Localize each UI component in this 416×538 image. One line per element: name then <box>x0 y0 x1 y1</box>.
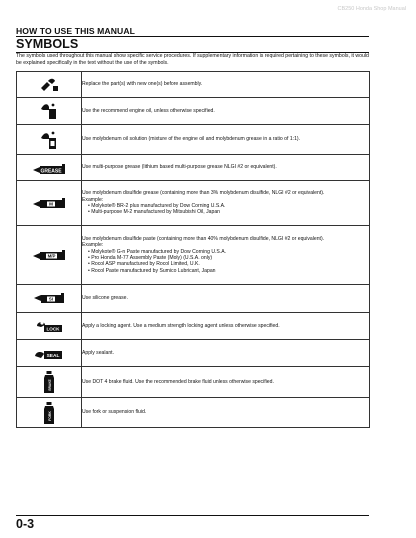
engine-oil-icon <box>39 101 59 121</box>
symbol-row <box>17 340 370 367</box>
grease-icon <box>32 161 66 175</box>
symbol-description <box>82 313 370 340</box>
sealant-icon <box>34 345 64 361</box>
example-list <box>82 203 369 216</box>
example-list <box>82 249 369 275</box>
symbol-description <box>82 367 370 398</box>
icon-label: GREASE <box>40 168 62 174</box>
icon-label: FORK <box>48 410 52 421</box>
manual-header: CB250 Honda Shop Manual <box>337 6 406 12</box>
symbol-icon-cell <box>17 340 82 367</box>
symbol-text: Apply a locking agent. Use a medium strength locking agent unless otherwise specified. <box>82 322 280 329</box>
symbol-icon-cell <box>17 98 82 125</box>
symbol-description <box>82 125 370 155</box>
locking-agent-icon <box>34 318 64 334</box>
brake-fluid-icon <box>42 370 56 394</box>
symbol-icon-cell <box>17 398 82 428</box>
symbol-text: Use molybdenum disulfide grease (containing more than 3% molybdenum disulfide, NLGI #2 or equivalent). <box>82 190 325 197</box>
section-title: HOW TO USE THIS MANUAL <box>16 26 136 36</box>
symbol-description <box>82 398 370 428</box>
symbol-icon-cell <box>17 125 82 155</box>
symbol-icon-cell <box>17 181 82 226</box>
symbol-row <box>17 72 370 98</box>
symbol-description <box>82 72 370 98</box>
symbol-row <box>17 181 370 226</box>
example-label: Example: <box>82 242 104 249</box>
symbol-row <box>17 313 370 340</box>
divider <box>16 515 369 516</box>
example-item: • Pro Honda M-77 Assembly Paste (Moly) (U.S.A. only) <box>88 255 369 261</box>
symbol-text: Use silicone grease. <box>82 295 128 302</box>
icon-label: SEAL <box>46 354 60 360</box>
page-title: SYMBOLS <box>16 37 79 51</box>
symbol-description <box>82 155 370 181</box>
moly-grease-icon <box>32 196 66 210</box>
molybdenum-oil-icon <box>39 129 59 151</box>
symbol-description <box>82 285 370 313</box>
symbol-text: Use multi-purpose grease (lithium based multi-purpose grease NLGI #2 or equivalent). <box>82 164 277 171</box>
moly-paste-icon <box>32 248 66 262</box>
symbols-table <box>16 71 370 428</box>
symbol-row <box>17 285 370 313</box>
symbol-row <box>17 155 370 181</box>
symbol-text: Apply sealant. <box>82 349 114 356</box>
example-item: • Molykote® G-n Paste manufactured by Dow Corning U.S.A. <box>88 249 369 255</box>
symbol-description <box>82 98 370 125</box>
symbol-icon-cell <box>17 313 82 340</box>
icon-label: LOCK <box>46 326 60 332</box>
symbol-icon-cell <box>17 155 82 181</box>
icon-label: M/P <box>47 253 56 259</box>
symbol-text: Use fork or suspension fluid. <box>82 409 147 416</box>
symbol-row <box>17 398 370 428</box>
symbol-text: Use the recommend engine oil, unless otherwise specified. <box>82 107 215 114</box>
symbol-text: Use molybdenum oil solution (mixture of the engine oil and molybdenum grease in a ratio of 1:1). <box>82 136 301 143</box>
page-number: 0-3 <box>16 517 35 531</box>
replace-parts-icon <box>38 77 60 93</box>
symbol-icon-cell <box>17 72 82 98</box>
intro-paragraph: The symbols used throughout this manual show specific service procedures. If supplementary information is required pertaining to these symbols, it would be explained specifically in the text without the use of the symbols. <box>16 53 369 67</box>
symbol-text: Use DOT 4 brake fluid. Use the recommended brake fluid unless otherwise specified. <box>82 378 274 385</box>
symbol-description <box>82 340 370 367</box>
symbol-text: Replace the part(s) with new one(s) before assembly. <box>82 81 203 88</box>
symbol-description <box>82 181 370 226</box>
fork-fluid-icon <box>42 401 56 425</box>
silicone-grease-icon <box>33 292 65 306</box>
symbol-description <box>82 226 370 285</box>
symbol-row <box>17 226 370 285</box>
example-item: • Multi-purpose M-2 manufactured by Mitsubishi Oil, Japan <box>88 209 369 215</box>
icon-label: M <box>49 201 53 207</box>
symbol-row <box>17 125 370 155</box>
symbol-text: Use molybdenum disulfide paste (containing more than 40% molybdenum disulfide, NLGI #2 or equivalent). <box>82 235 325 242</box>
example-label: Example: <box>82 196 104 203</box>
example-item: • Rocol Paste manufactured by Sumico Lubricant, Japan <box>88 268 369 274</box>
symbol-icon-cell <box>17 226 82 285</box>
symbol-icon-cell <box>17 285 82 313</box>
icon-label: SI <box>48 296 54 302</box>
example-item: • Molykote® BR-2 plus manufactured by Dow Corning U.S.A. <box>88 203 369 209</box>
symbol-row <box>17 98 370 125</box>
symbol-icon-cell <box>17 367 82 398</box>
example-item: • Rocol ASP manufactured by Rocol Limited, U.K. <box>88 261 369 267</box>
symbol-row <box>17 367 370 398</box>
icon-label: BRAKE <box>48 379 52 391</box>
